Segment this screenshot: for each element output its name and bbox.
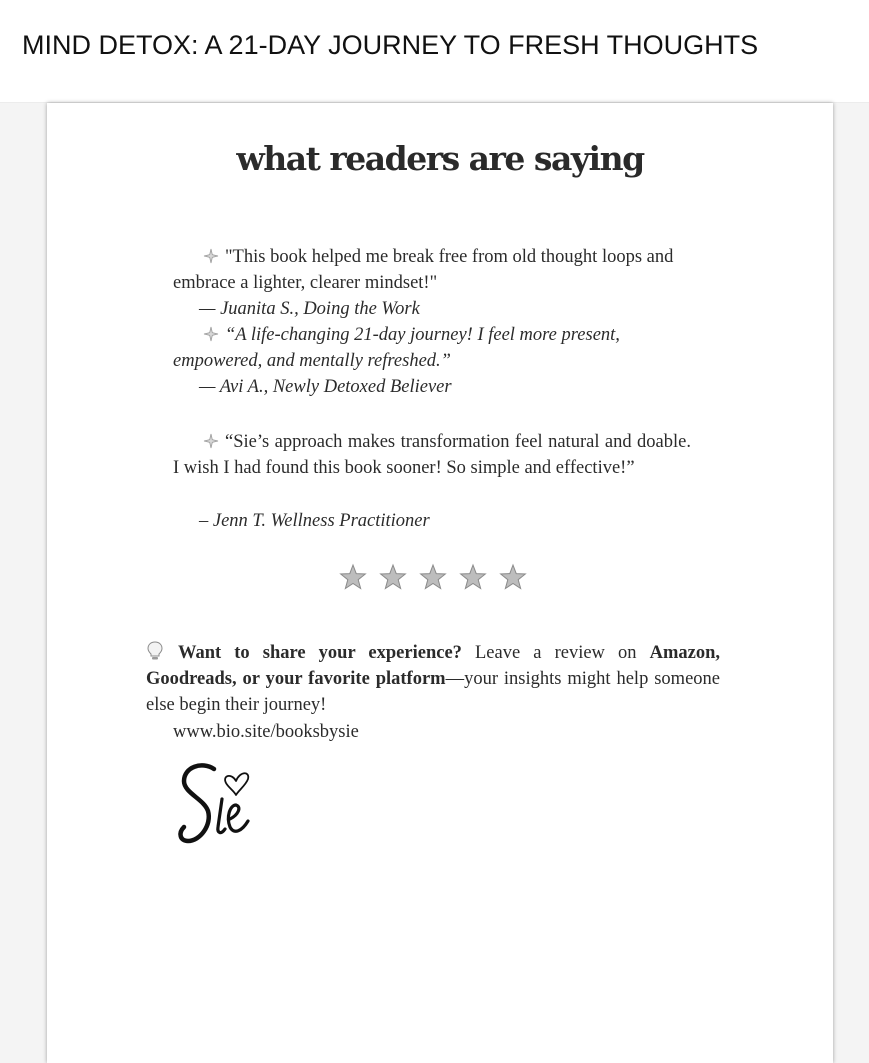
cta-middle: Leave a review on [461, 643, 650, 663]
sparkle-icon [203, 326, 219, 342]
star-icon [461, 565, 486, 589]
sparkle-icon [203, 433, 219, 449]
testimonial-quote: “Sie’s approach makes transformation feel natural and doable. I wish I had found this book sooner! So simple and effective!” [173, 432, 691, 478]
testimonial-attribution: – Jenn T. Wellness Practitioner [199, 511, 430, 531]
testimonial-attribution: — Avi A., Newly Detoxed Believer [199, 377, 452, 397]
cta-platforms: Amazon, Goodreads, or your favorite platform [146, 643, 720, 689]
sparkle-icon [203, 248, 219, 264]
testimonial-quote: “A life-changing 21-day journey! I feel more present, empowered, and mentally refreshed.” [173, 325, 620, 371]
cta-tail: —your insights might help someone else begin their journey! [146, 669, 720, 715]
star-icon [341, 565, 366, 589]
book-page [47, 103, 833, 1063]
cta-lead: Want to share your experience? [178, 643, 462, 663]
page-heading: what readers are saying [236, 139, 644, 178]
testimonial-attribution: — Juanita S., Doing the Work [199, 299, 420, 319]
star-icon [381, 565, 406, 589]
top-bar [0, 0, 869, 103]
review-call-to-action [146, 640, 720, 718]
star-icon [421, 565, 446, 589]
author-signature [172, 755, 282, 855]
star-rating [335, 561, 535, 595]
testimonial-quote: "This book helped me break free from old thought loops and embrace a lighter, clearer mindset!" [173, 247, 674, 293]
star-icon [501, 565, 526, 589]
lightbulb-icon [146, 641, 164, 661]
book-title: MIND DETOX: A 21-DAY JOURNEY TO FRESH THOUGHTS [22, 30, 759, 60]
author-link[interactable]: www.bio.site/booksbysie [173, 722, 359, 742]
